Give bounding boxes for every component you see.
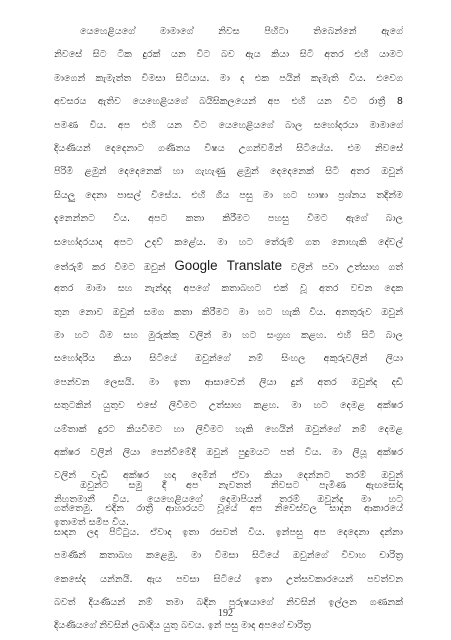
text-segment: වලින් පවා උත්සාහ ගත් — [282, 261, 403, 273]
paragraph — [54, 20, 403, 535]
text-line: සියලු දෙනා පාසල් විසේය. එහි ගිය පසු මා හට භාෂා ප්‍රශ්නය තදින්ම — [54, 189, 403, 201]
text-line: බවත් දියණියන් නම් තමා බඳින පුරුෂයාගේ නිවසින් ඉල්ලන ගණනක් — [54, 596, 403, 608]
text-line: යම්තාක් දුරට කියවීමට හා ලිවීමට හැකි හෙයින් ඔවුන්ගේ නම් දෙමළ — [54, 423, 403, 435]
text-line: තුන නොව ඔවුන් සමග කතා කිරීමට මා හට හැකි විය. අනතුරුව ඔවුන් — [54, 306, 403, 318]
text-line: ඔවුන්ට සමු දී අප නැවතත් නිවසට පැමිණ ඇඟසෝදා — [80, 480, 403, 491]
text-segment: තේරුම් කර වීමට ඔවුන් — [54, 261, 175, 273]
text-line: සහෝදරයාද අපට උදව් කළේය. මා හට තේරුම් ගත නොහැකි දේවල් — [54, 236, 403, 248]
text-line: අතර මාමා සහ නැන්දාද අපගේ කතාබහට එක් වූ අතර වචන දෙක — [54, 283, 403, 295]
text-line: වලින් වැඩි අක්ෂර හදා දෙමින් ඒවා කියා දෙන්නට තරම් ඔවුන් — [54, 470, 403, 482]
text-line: පිරිමි ළමුන් දෙදෙනෙක් හා ගැහැණු ළමුන් දෙදෙනෙක් සිටි අතර ඔවුන් — [54, 166, 403, 178]
text-line: නිවසේ සිට ටික දුරක් යන විට බව ඇය කියා සිටි අතර එහි යාමට — [54, 49, 403, 61]
text-line: අක්ෂර වලින් ලියා පෙන්වීමේදී ඔවුන් පුදුමයට පත් විය. මා ලියූ අක්ෂර — [54, 447, 403, 459]
text-line: සාදන ලද පිට්ටුය. ඒවාද ඉතා රසවත් විය. ඉන්පසු අප දෙදෙනා දන්නා — [54, 526, 403, 538]
text-line: සහෝදරිය කියා සිටියේ ඔවුන්ගේ නම් සිංහල අකුරුවලින් ලියා — [54, 353, 403, 365]
text-line: යෙහෙළියගේ මාමාගේ නිවස පිහිටා තිබෙන්නේ ඇගේ — [80, 26, 403, 37]
text-line: අවසරය ඇතිව යෙහෙළියගේ බයිසිකලයෙන් අප එහි යන විට රාත්‍රී 8 — [54, 96, 403, 108]
text-line — [54, 254, 403, 277]
text-line: පමණින් කතාබහ කළෙමු. මා විමසා සිටියේ ඔවුන්ගේ විවාහ චාරිත්‍ර — [54, 550, 403, 562]
text-line: කෙසේද යන්නයි. ඇය පවසා සිටියේ ඉතා උත්සවකාරයෙන් පවත්වන — [54, 573, 403, 585]
text-line: නිහතමානී විය. යෙහෙළියගේ දෙමාපියන් තරම් ඔවුන්ද මා හට — [54, 493, 403, 505]
text-line: මාගෙන් කැමැත්ත විමසා සිටියාය. මා ද එක පයින් කැමැති විය. එවෙග — [54, 72, 403, 84]
text-line: ඉතාමත් සමීප විය. — [54, 517, 129, 529]
text-line: දියණියගේ නිවසින් ලබාදිය යුතු බවය. ඉන් පසු මාද අපගේ චාරිත්‍ර — [54, 620, 311, 632]
latin-text-segment: Google Translate — [174, 257, 283, 273]
text-line: පෙන්වන ලෙසයි. මා ඉතා ආසාවෙන් ලියා දුන් අතර ඔවුන්ද දඩි — [54, 376, 403, 388]
text-line: දැනෙන්නට විය. අපට කතා කිරීමට පහසු වීමට ඇගේ බාල — [54, 213, 403, 225]
text-line: සතුටකින් යුතුව එසේ ලිවීමට උත්සාහ කළහ. මා හට දෙමළ අක්ෂර — [54, 400, 403, 412]
text-line: පමණ විය. අප එහි යන විට යෙහෙළියගේ බාල සහෝදරයා මාමාගේ — [54, 119, 403, 131]
text-line: දියණියන් දෙදෙනාට ගණිතය විෂය උගන්වමින් සිටියේය. එම නිවසේ — [54, 142, 403, 154]
page-number: 192 — [218, 608, 233, 619]
text-line: ගත්තෙමු. එදින රාත්‍රී ආහාරයට වූයේ අප නිවෙස්වල සාදන ආකාරයේ — [54, 503, 403, 515]
text-line: මා හට බීම සහ මුරුක්කු වලින් මා හට සංග්‍රහ කළහ. එහි සිටි බාල — [54, 330, 403, 342]
